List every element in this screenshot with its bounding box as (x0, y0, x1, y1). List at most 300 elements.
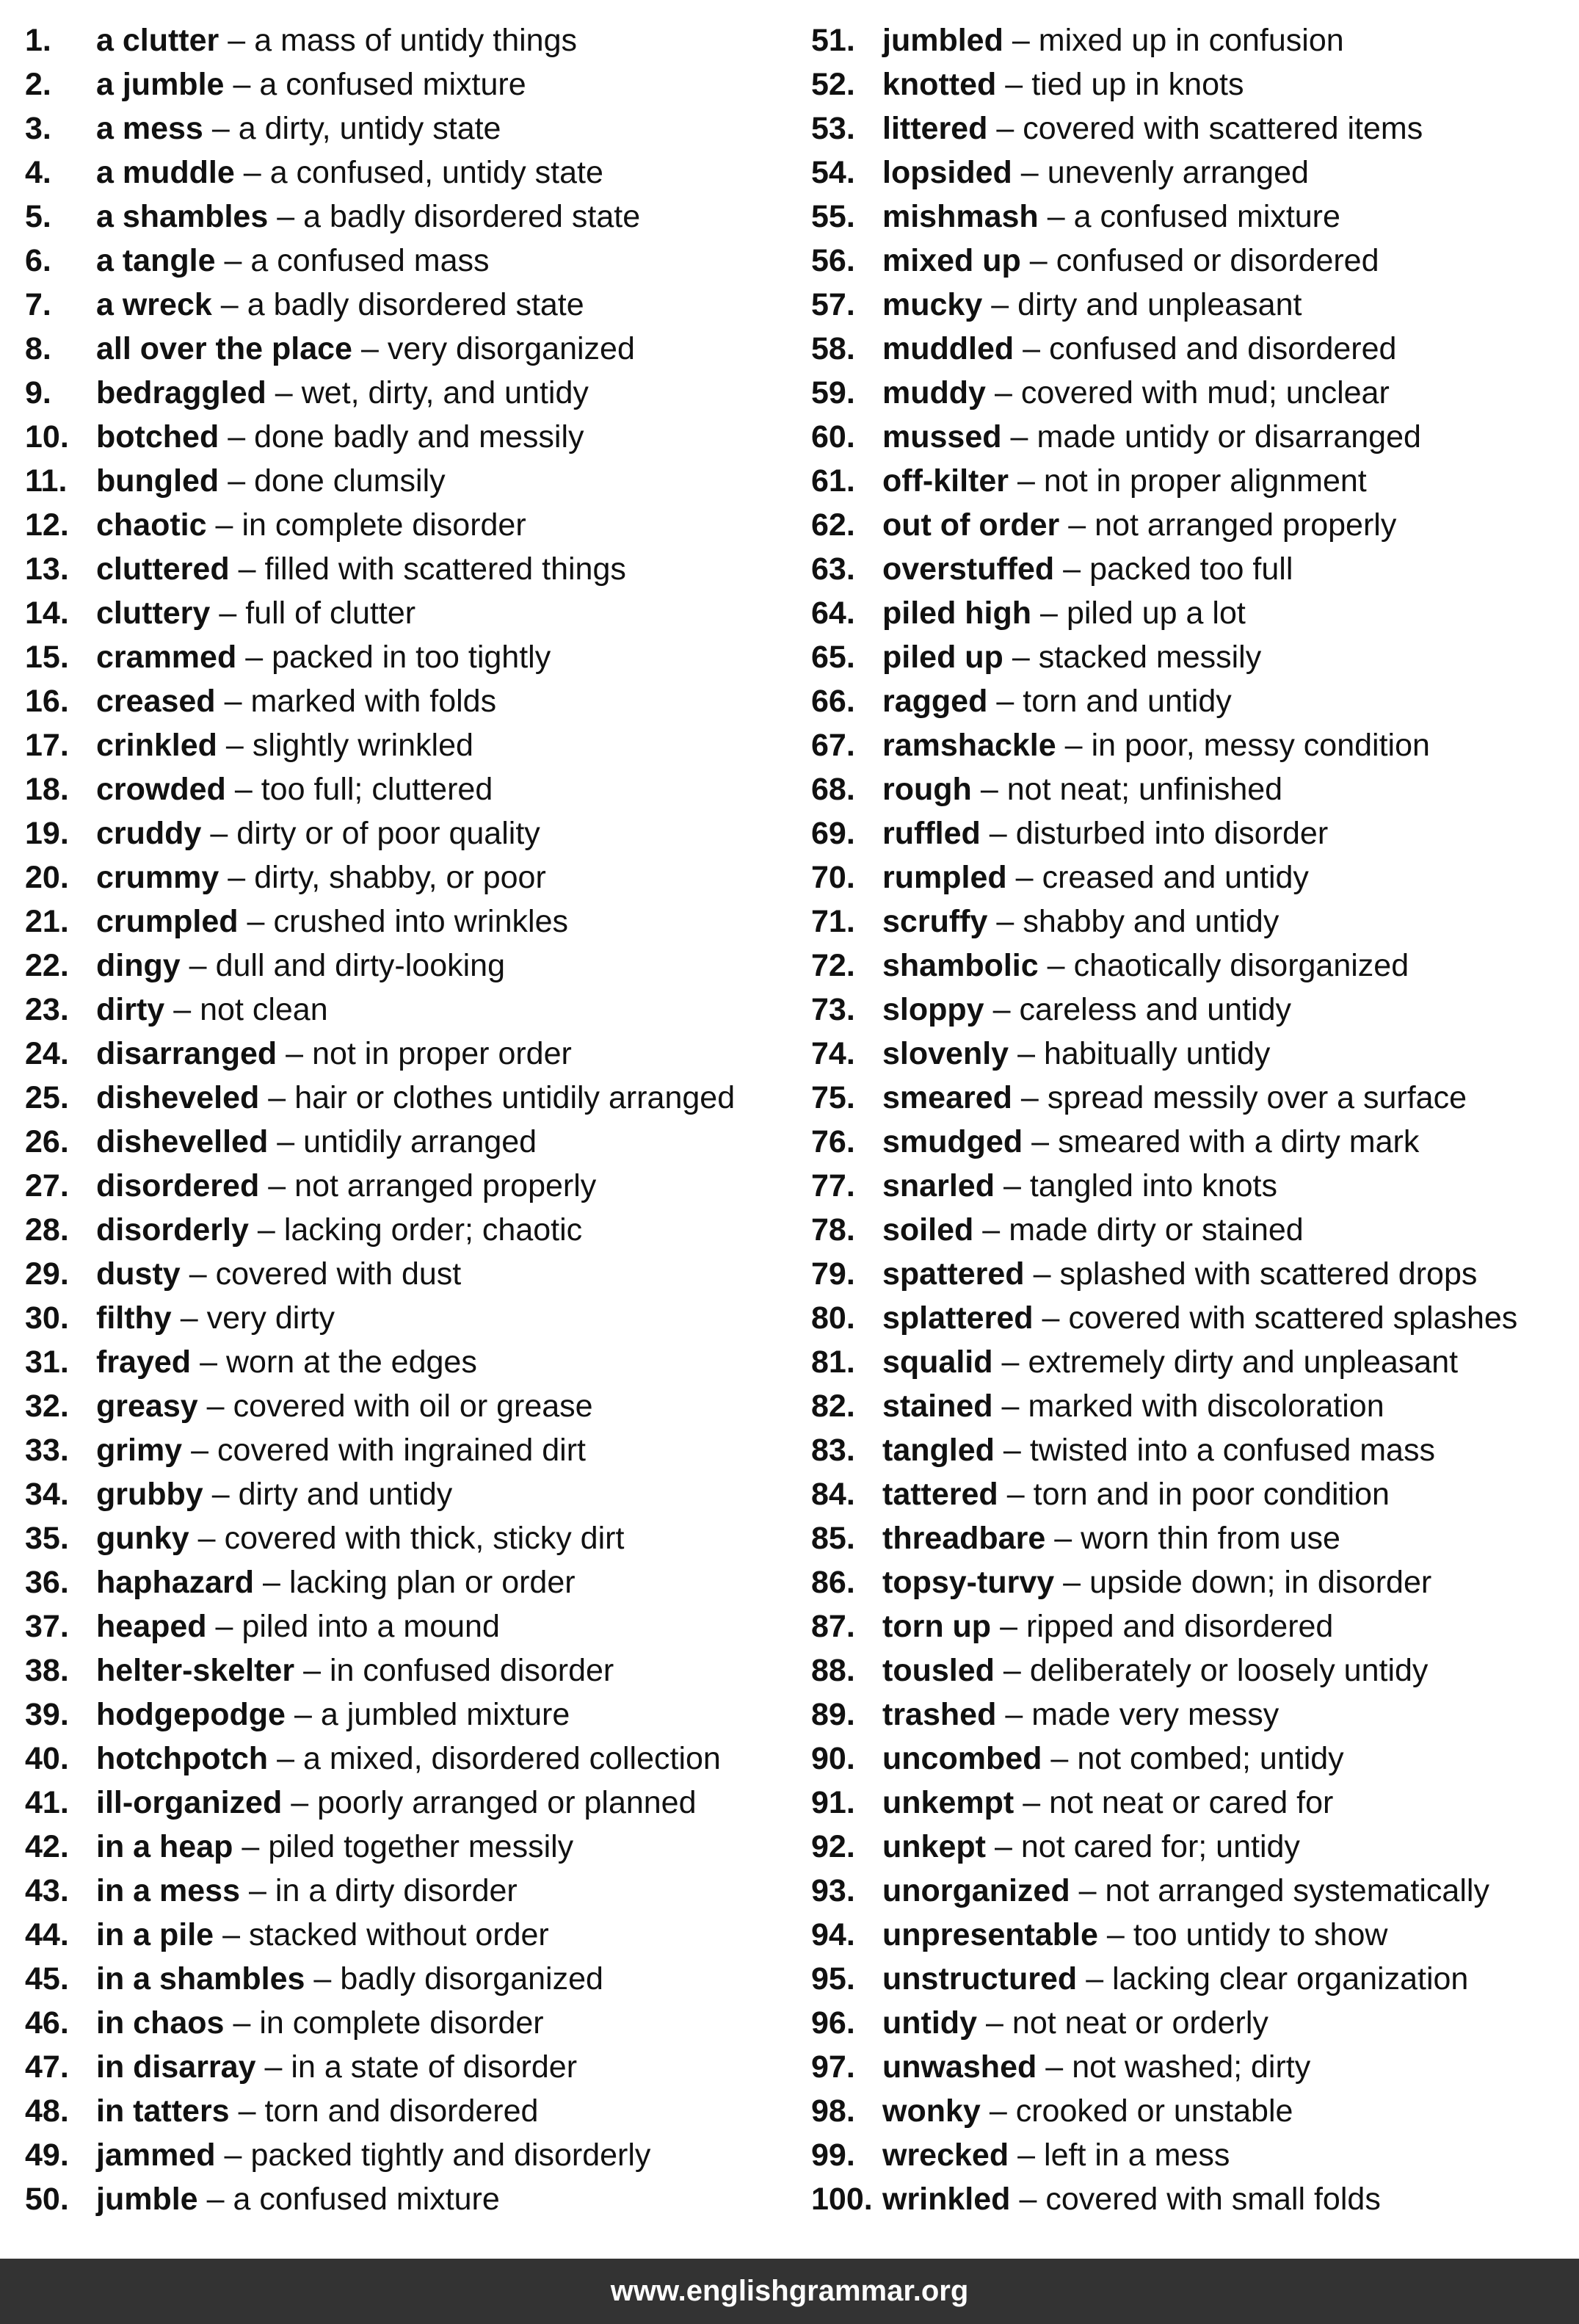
item-definition: shabby and untidy (1023, 904, 1279, 939)
item-number: 22. (25, 948, 69, 983)
item-definition: not in proper order (312, 1036, 572, 1071)
item-definition: habitually untidy (1044, 1036, 1271, 1071)
item-separator: – (1064, 728, 1083, 763)
item-text (882, 196, 1340, 237)
item-text (96, 1826, 573, 1867)
list-item (811, 1606, 1575, 1650)
item-text (882, 20, 1344, 61)
item-number: 7. (25, 287, 51, 322)
item-text (96, 328, 635, 369)
item-separator: – (215, 507, 233, 543)
list-item (25, 593, 788, 637)
item-separator: – (1017, 463, 1035, 499)
item-text (96, 1033, 572, 1074)
item-term: hotchpotch (96, 1741, 269, 1776)
list-item (25, 1694, 788, 1738)
item-text (96, 1342, 477, 1383)
item-separator: – (211, 1477, 230, 1512)
item-separator: – (1006, 1477, 1025, 1512)
list-item (25, 1826, 788, 1870)
item-separator: – (989, 2093, 1007, 2129)
item-number: 70. (811, 860, 855, 895)
item-term: muddled (882, 331, 1014, 366)
item-number: 9. (25, 375, 51, 410)
item-separator: – (249, 1873, 266, 1908)
item-term: hodgepodge (96, 1697, 286, 1732)
item-text (96, 108, 501, 149)
item-text (882, 725, 1430, 766)
item-text (96, 1562, 576, 1603)
item-definition: too untidy to show (1133, 1917, 1388, 1952)
item-number: 46. (25, 2005, 69, 2041)
item-text (882, 813, 1328, 854)
item-number: 97. (811, 2049, 855, 2085)
item-definition: crooked or unstable (1015, 2093, 1293, 2129)
item-definition: very disorganized (387, 331, 635, 366)
list-item (25, 1253, 788, 1297)
item-number: 27. (25, 1168, 69, 1203)
item-text (882, 2046, 1310, 2088)
item-definition: covered with small folds (1045, 2182, 1381, 2217)
item-text (96, 1694, 570, 1735)
item-definition: made dirty or stained (1009, 1212, 1304, 1248)
item-text (882, 1253, 1477, 1295)
list-item (25, 504, 788, 549)
item-number: 62. (811, 507, 855, 543)
item-term: wrinkled (882, 2182, 1011, 2217)
item-definition: piled into a mound (242, 1609, 500, 1644)
item-number: 80. (811, 1300, 855, 1336)
item-text (882, 108, 1423, 149)
item-separator: – (1010, 419, 1028, 455)
item-separator: – (191, 1433, 209, 1468)
list-item (811, 1782, 1575, 1826)
list-item (25, 1518, 788, 1562)
item-separator: – (197, 1521, 216, 1556)
item-definition: a mass of untidy things (254, 23, 577, 58)
item-term: off-kilter (882, 463, 1009, 499)
item-term: crowded (96, 772, 226, 807)
item-definition: made untidy or disarranged (1037, 419, 1421, 455)
item-number: 49. (25, 2137, 69, 2173)
item-number: 65. (811, 640, 855, 675)
item-definition: a jumbled mixture (320, 1697, 570, 1732)
item-number: 69. (811, 816, 855, 851)
list-item (811, 1033, 1575, 1077)
item-term: jumbled (882, 23, 1003, 58)
list-item (25, 637, 788, 681)
item-separator: – (180, 1300, 198, 1336)
item-text (882, 1165, 1277, 1206)
item-text (96, 2179, 500, 2220)
item-term: mussed (882, 419, 1002, 455)
item-definition: lacking order; chaotic (283, 1212, 583, 1248)
item-separator: – (238, 2093, 256, 2129)
item-definition: deliberately or loosely untidy (1029, 1653, 1429, 1688)
item-number: 51. (811, 23, 855, 58)
list-item (811, 2046, 1575, 2090)
item-separator: – (200, 1344, 217, 1380)
item-definition: not neat; unfinished (1006, 772, 1283, 807)
list-item (25, 108, 788, 152)
item-definition: packed tightly and disorderly (250, 2137, 651, 2173)
item-term: cluttered (96, 551, 230, 587)
item-term: wrecked (882, 2137, 1009, 2173)
item-definition: not washed; dirty (1072, 2049, 1311, 2085)
item-separator: – (989, 816, 1007, 851)
item-definition: torn and untidy (1023, 684, 1232, 719)
item-definition: dull and dirty-looking (215, 948, 505, 983)
list-item (811, 1650, 1575, 1694)
item-separator: – (206, 1389, 225, 1424)
item-definition: covered with mud; unclear (1020, 375, 1390, 410)
item-term: jumble (96, 2182, 198, 2217)
item-definition: too full; cluttered (261, 772, 493, 807)
item-text (96, 725, 473, 766)
item-number: 82. (811, 1389, 855, 1424)
item-number: 43. (25, 1873, 69, 1908)
list-item (25, 64, 788, 108)
list-item (811, 2179, 1575, 2223)
list-item (25, 901, 788, 945)
item-text (882, 152, 1309, 193)
list-item (25, 1077, 788, 1121)
list-item (25, 2002, 788, 2046)
item-number: 37. (25, 1609, 69, 1644)
list-item (811, 328, 1575, 372)
item-term: grimy (96, 1433, 183, 1468)
item-separator: – (1078, 1873, 1097, 1908)
item-separator: – (313, 1961, 332, 1997)
item-text (882, 1209, 1304, 1250)
item-separator: – (1019, 2182, 1037, 2217)
item-number: 73. (811, 992, 855, 1027)
list-item (25, 2046, 788, 2090)
item-text (96, 901, 568, 942)
list-item (25, 2179, 788, 2223)
list-item (811, 857, 1575, 901)
item-term: shambolic (882, 948, 1039, 983)
item-separator: – (1042, 1300, 1060, 1336)
item-separator: – (228, 860, 246, 895)
item-term: torn up (882, 1609, 992, 1644)
item-number: 48. (25, 2093, 69, 2129)
item-term: grubby (96, 1477, 203, 1512)
item-text (882, 593, 1246, 634)
item-definition: a dirty, untidy state (238, 111, 501, 146)
item-text (96, 857, 546, 898)
item-text (882, 372, 1390, 413)
list-item (25, 416, 788, 460)
item-term: in a heap (96, 1829, 233, 1864)
item-definition: worn thin from use (1081, 1521, 1340, 1556)
item-number: 24. (25, 1036, 69, 1071)
item-separator: – (1029, 243, 1048, 278)
item-definition: torn and disordered (264, 2093, 539, 2129)
item-number: 8. (25, 331, 51, 366)
item-separator: – (1033, 1256, 1051, 1292)
item-term: ragged (882, 684, 988, 719)
item-term: in a pile (96, 1917, 214, 1952)
item-term: piled high (882, 596, 1032, 631)
list-item (25, 1782, 788, 1826)
item-term: topsy-turvy (882, 1565, 1055, 1600)
list-item (811, 152, 1575, 196)
item-separator: – (243, 155, 261, 190)
item-term: a tangle (96, 243, 216, 278)
list-item (811, 637, 1575, 681)
list-item (25, 1474, 788, 1518)
item-number: 20. (25, 860, 69, 895)
item-number: 31. (25, 1344, 69, 1380)
item-definition: in complete disorder (259, 2005, 544, 2041)
item-definition: dirty and unpleasant (1017, 287, 1302, 322)
item-definition: a badly disordered state (303, 199, 641, 234)
list-item (25, 769, 788, 813)
list-item (811, 1914, 1575, 1958)
item-number: 28. (25, 1212, 69, 1248)
item-definition: packed in too tightly (272, 640, 551, 675)
item-definition: covered with thick, sticky dirt (224, 1521, 625, 1556)
item-separator: – (1031, 1124, 1050, 1159)
item-text (96, 1870, 518, 1911)
list-item (811, 284, 1575, 328)
item-number: 63. (811, 551, 855, 587)
item-term: ill-organized (96, 1785, 283, 1820)
item-term: ruffled (882, 816, 981, 851)
item-text (882, 1870, 1489, 1911)
item-definition: upside down; in disorder (1089, 1565, 1432, 1600)
item-number: 5. (25, 199, 51, 234)
item-separator: – (228, 419, 246, 455)
list-item (811, 240, 1575, 284)
item-number: 56. (811, 243, 855, 278)
item-separator: – (294, 1697, 312, 1732)
item-definition: not arranged properly (1095, 507, 1397, 543)
item-text (96, 1165, 596, 1206)
item-number: 39. (25, 1697, 69, 1732)
item-text (96, 945, 505, 986)
item-separator: – (1040, 596, 1058, 631)
item-term: crumpled (96, 904, 239, 939)
item-number: 50. (25, 2182, 69, 2217)
item-separator: – (1045, 2049, 1064, 2085)
item-number: 98. (811, 2093, 855, 2129)
item-number: 79. (811, 1256, 855, 1292)
list-item (811, 64, 1575, 108)
item-number: 84. (811, 1477, 855, 1512)
list-item (25, 1870, 788, 1914)
list-item (25, 240, 788, 284)
item-text (882, 504, 1396, 546)
item-text (96, 1738, 721, 1779)
list-item (25, 460, 788, 504)
item-number: 83. (811, 1433, 855, 1468)
item-number: 2. (25, 67, 51, 102)
list-item (811, 769, 1575, 813)
item-term: littered (882, 111, 988, 146)
item-separator: – (268, 1080, 286, 1115)
item-number: 45. (25, 1961, 69, 1997)
item-definition: badly disorganized (340, 1961, 603, 1997)
item-number: 30. (25, 1300, 69, 1336)
item-text (96, 284, 584, 325)
item-number: 94. (811, 1917, 855, 1952)
item-definition: slightly wrinkled (252, 728, 473, 763)
item-term: scruffy (882, 904, 988, 939)
item-definition: a confused, untidy state (269, 155, 603, 190)
item-separator: – (1001, 1389, 1020, 1424)
item-number: 92. (811, 1829, 855, 1864)
item-term: rumpled (882, 860, 1007, 895)
item-definition: splashed with scattered drops (1059, 1256, 1478, 1292)
list-item (811, 1121, 1575, 1165)
list-item (25, 1606, 788, 1650)
item-term: smeared (882, 1080, 1012, 1115)
item-text (882, 328, 1396, 369)
item-term: unkempt (882, 1785, 1014, 1820)
item-number: 11. (25, 463, 68, 499)
item-text (96, 637, 551, 678)
item-number: 17. (25, 728, 69, 763)
item-definition: not cared for; untidy (1020, 1829, 1300, 1864)
item-definition: covered with ingrained dirt (217, 1433, 586, 1468)
item-text (96, 196, 640, 237)
item-term: cluttery (96, 596, 211, 631)
item-text (96, 549, 626, 590)
item-separator: – (233, 2005, 251, 2041)
item-separator: – (238, 551, 256, 587)
item-text (882, 1033, 1270, 1074)
item-number: 42. (25, 1829, 69, 1864)
item-number: 74. (811, 1036, 855, 1071)
item-number: 95. (811, 1961, 855, 1997)
item-text (96, 1650, 614, 1691)
item-number: 93. (811, 1873, 855, 1908)
item-term: disarranged (96, 1036, 277, 1071)
list-item (25, 1914, 788, 1958)
item-separator: – (228, 463, 246, 499)
item-definition: packed too full (1089, 551, 1293, 587)
item-definition: tangled into knots (1029, 1168, 1277, 1203)
item-separator: – (275, 375, 293, 410)
item-number: 34. (25, 1477, 69, 1512)
item-separator: – (1020, 155, 1039, 190)
item-text (882, 1606, 1333, 1647)
item-text (882, 637, 1261, 678)
item-number: 25. (25, 1080, 69, 1115)
item-separator: – (1023, 331, 1041, 366)
list-item (25, 196, 788, 240)
item-term: smudged (882, 1124, 1023, 1159)
item-number: 18. (25, 772, 69, 807)
item-separator: – (1063, 1565, 1081, 1600)
item-definition: in complete disorder (242, 507, 526, 543)
item-term: filthy (96, 1300, 172, 1336)
item-separator: – (1106, 1917, 1125, 1952)
item-separator: – (291, 1785, 309, 1820)
item-separator: – (234, 772, 253, 807)
item-term: unpresentable (882, 1917, 1098, 1952)
item-separator: – (211, 111, 230, 146)
item-number: 67. (811, 728, 855, 763)
list-item (25, 2135, 788, 2179)
item-number: 87. (811, 1609, 855, 1644)
item-separator: – (224, 243, 242, 278)
item-term: a mess (96, 111, 203, 146)
item-definition: tied up in knots (1031, 67, 1244, 102)
item-definition: in poor, messy condition (1091, 728, 1430, 763)
item-number: 21. (25, 904, 69, 939)
list-item (811, 1474, 1575, 1518)
item-text (882, 2135, 1230, 2176)
list-item (811, 416, 1575, 460)
item-number: 76. (811, 1124, 855, 1159)
item-term: a shambles (96, 199, 269, 234)
item-definition: lacking clear organization (1112, 1961, 1469, 1997)
list-item (811, 1562, 1575, 1606)
item-number: 96. (811, 2005, 855, 2041)
item-text (96, 1386, 593, 1427)
item-definition: done badly and messily (254, 419, 584, 455)
list-item (811, 1518, 1575, 1562)
item-term: ramshackle (882, 728, 1056, 763)
item-term: dusty (96, 1256, 181, 1292)
item-text (96, 460, 446, 502)
item-term: crummy (96, 860, 219, 895)
item-number: 90. (811, 1741, 855, 1776)
item-separator: – (225, 728, 244, 763)
item-definition: lacking plan or order (288, 1565, 576, 1600)
item-number: 99. (811, 2137, 855, 2173)
item-text (882, 1826, 1300, 1867)
item-separator: – (1012, 640, 1030, 675)
item-separator: – (1017, 1036, 1036, 1071)
item-term: splattered (882, 1300, 1034, 1336)
item-number: 60. (811, 419, 855, 455)
list-item (811, 1077, 1575, 1121)
item-definition: not combed; untidy (1077, 1741, 1344, 1776)
list-item (811, 725, 1575, 769)
item-definition: extremely dirty and unpleasant (1028, 1344, 1459, 1380)
item-term: heaped (96, 1609, 207, 1644)
item-text (96, 1518, 624, 1559)
item-number: 91. (811, 1785, 855, 1820)
item-term: threadbare (882, 1521, 1046, 1556)
item-number: 53. (811, 111, 855, 146)
item-term: cruddy (96, 816, 202, 851)
footer-banner (0, 2259, 1579, 2324)
item-text (882, 1386, 1384, 1427)
item-term: in a shambles (96, 1961, 305, 1997)
item-definition: a confused mixture (259, 67, 526, 102)
item-text (96, 989, 328, 1030)
list-item (811, 593, 1575, 637)
item-text (96, 1958, 603, 1999)
item-separator: – (1063, 551, 1081, 587)
list-item (25, 1958, 788, 2002)
item-text (96, 2135, 650, 2176)
item-definition: confused or disordered (1056, 243, 1379, 278)
item-term: lopsided (882, 155, 1012, 190)
item-number: 61. (811, 463, 855, 499)
item-term: knotted (882, 67, 997, 102)
item-text (96, 1253, 461, 1295)
list-item (811, 2090, 1575, 2135)
item-text (96, 152, 603, 193)
item-term: wonky (882, 2093, 981, 2129)
item-term: bedraggled (96, 375, 266, 410)
